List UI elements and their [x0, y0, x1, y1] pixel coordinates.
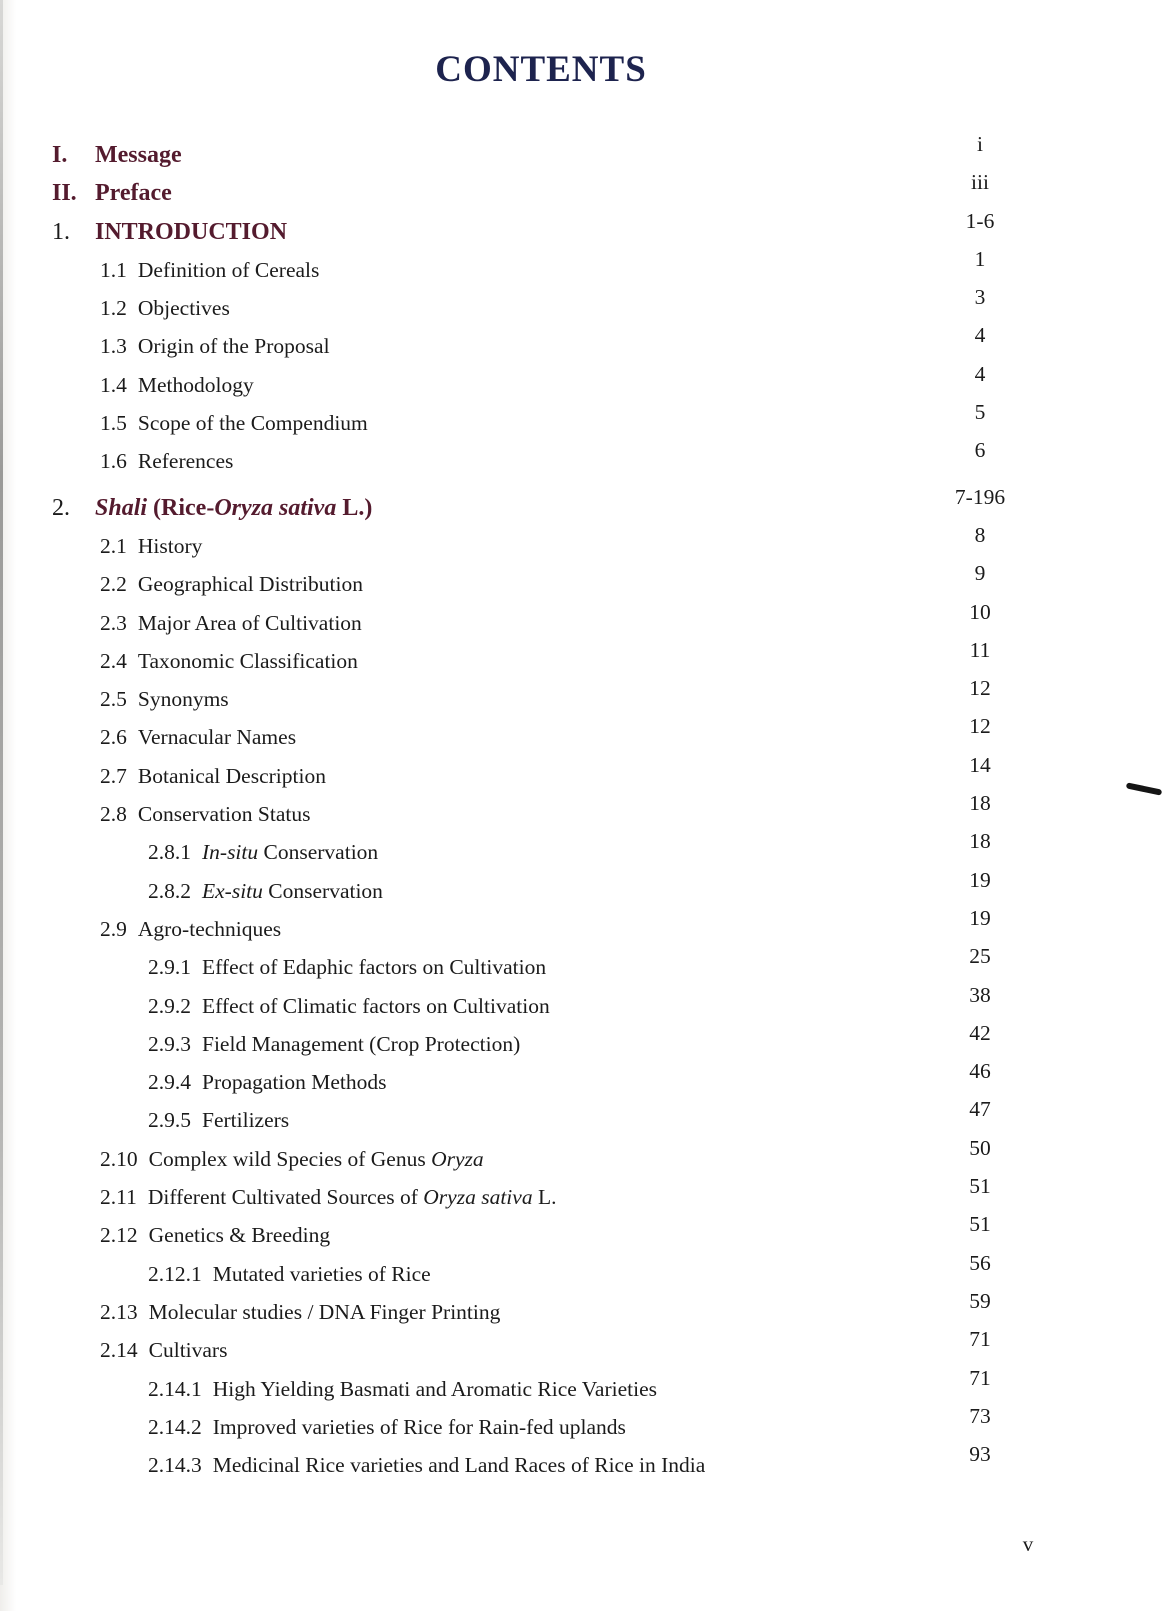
toc-entry: [0, 1446, 705, 1484]
toc-entry-label: Methodology: [137, 372, 254, 397]
toc-entry-label: Genetics & Breeding: [148, 1223, 331, 1248]
toc-entry: [0, 642, 358, 680]
toc-entry-number: 2.11: [100, 1185, 137, 1210]
toc-entry-number: II.: [52, 180, 77, 207]
toc-entry-label: Mutated varieties of Rice: [212, 1261, 431, 1286]
toc-entry: [0, 795, 310, 833]
footer-page-number: v: [1022, 1532, 1034, 1556]
toc-entry-label: History: [137, 533, 203, 558]
toc-entry-pagenum: 10: [969, 599, 991, 624]
toc-entry-number: 2.3: [100, 610, 127, 635]
toc-entry-label: Fertilizers: [202, 1108, 290, 1133]
toc-entry: [0, 213, 287, 251]
toc-entry: [0, 604, 362, 642]
toc-entry-number: 2.9.1: [148, 955, 191, 980]
toc-entry-pagenum: 14: [969, 752, 991, 777]
toc-entry-pagenum: 4: [974, 361, 986, 386]
toc-entry-number: 2.9.3: [148, 1031, 191, 1056]
toc-entry-number: 2.14.2: [148, 1414, 202, 1439]
toc-entry-label: Definition of Cereals: [137, 257, 320, 282]
toc-entry-number: 2.6: [100, 725, 127, 750]
toc-entry-number: 1.: [52, 218, 70, 245]
toc-entry-label: Taxonomic Classification: [137, 648, 358, 673]
toc-entry: [0, 289, 230, 327]
toc-entry: [0, 948, 546, 986]
toc-entry-number: 2.4: [100, 648, 127, 673]
toc-entry-label: Medicinal Rice varieties and Land Races of Rice in India: [212, 1453, 706, 1478]
toc-entry: [0, 1140, 484, 1178]
toc-entry-number: 2.1: [100, 533, 127, 558]
toc-entry-pagenum: 56: [969, 1250, 991, 1275]
toc-entry-label: High Yielding Basmati and Aromatic Rice Varieties: [212, 1376, 657, 1401]
toc-entry-pagenum: 46: [969, 1059, 991, 1084]
toc-entry-pagenum: 51: [969, 1174, 991, 1199]
toc-entry-pagenum: iii: [971, 170, 989, 195]
toc-entry-pagenum: 25: [969, 944, 991, 969]
toc-entry-number: 2.9.4: [148, 1070, 191, 1095]
toc-entry-number: I.: [52, 142, 68, 168]
toc-entry-label: Cultivars: [148, 1338, 228, 1363]
toc-entry-label: Propagation Methods: [202, 1070, 387, 1095]
toc-entry-number: 2.5: [100, 687, 127, 712]
toc-entry-pagenum: 3: [974, 285, 986, 310]
toc-entry-pagenum: 8: [974, 522, 986, 547]
toc-entry-number: 2.13: [100, 1299, 138, 1324]
page-title: CONTENTS: [435, 49, 647, 90]
toc-entry: [0, 1216, 330, 1254]
toc-entry-pagenum: 50: [969, 1135, 991, 1160]
toc-entry: [0, 1063, 387, 1101]
toc-entry-number: 2.8.2: [148, 878, 191, 903]
toc-entry: [0, 1178, 556, 1216]
toc-entry-number: 2.8: [100, 802, 127, 827]
toc-entry-pagenum: i: [977, 132, 983, 156]
toc-entry-label: Message: [95, 142, 182, 168]
toc-entry-number: 2.7: [100, 763, 127, 788]
toc-entry-pagenum: 73: [969, 1403, 991, 1428]
toc-entry-pagenum: 38: [969, 982, 991, 1007]
toc-entry-pagenum: 4: [974, 323, 986, 348]
toc-entry-number: 2.9: [100, 916, 127, 941]
toc-entry: [0, 1101, 289, 1139]
toc-entry: [0, 910, 281, 948]
toc-entry: [0, 527, 202, 565]
toc-entry-label: Field Management (Crop Protection): [202, 1031, 521, 1056]
toc-entry: [0, 1370, 657, 1408]
toc-entry-label: Effect of Climatic factors on Cultivation: [202, 993, 550, 1018]
toc-entry: [0, 136, 182, 174]
toc-entry-number: 1.4: [100, 372, 127, 397]
toc-entry-pagenum: 19: [969, 905, 991, 930]
toc-entry-pagenum: 12: [969, 714, 991, 739]
toc-entry-pagenum: 6: [974, 438, 986, 463]
toc-entry: [0, 174, 172, 212]
toc-entry-label: In-situ Conservation: [202, 840, 379, 865]
toc-entry-label: Geographical Distribution: [137, 572, 363, 597]
toc-row: [0, 438, 1167, 480]
toc-entry-number: 2.9.2: [148, 993, 191, 1018]
toc-entry-number: 2.12: [100, 1223, 138, 1248]
toc-entry: [0, 327, 330, 365]
toc-entry-label: Improved varieties of Rice for Rain-fed uplands: [212, 1414, 626, 1439]
toc-entry-label: References: [137, 449, 234, 474]
toc-entry-number: 2.12.1: [148, 1261, 202, 1286]
toc-entry-label: Scope of the Compendium: [137, 411, 368, 436]
toc-entry-number: 2.10: [100, 1146, 138, 1171]
toc-entry-number: 1.1: [100, 257, 127, 282]
toc-entry-pagenum: 12: [969, 676, 991, 701]
toc-entry: [0, 680, 229, 718]
toc-entry-number: 1.5: [100, 411, 127, 436]
toc-entry-label: Origin of the Proposal: [137, 334, 330, 359]
toc-entry-number: 2.: [52, 494, 70, 521]
toc-entry-pagenum: 42: [969, 1020, 991, 1045]
toc-entry-label: Botanical Description: [137, 763, 326, 788]
toc-entry-label: INTRODUCTION: [95, 218, 288, 245]
toc-entry-number: 2.2: [100, 572, 127, 597]
toc-entry-label: Objectives: [137, 296, 230, 321]
toc-entry: [0, 757, 326, 795]
toc-row: [0, 1442, 1167, 1484]
toc-entry-pagenum: 93: [969, 1442, 991, 1467]
toc-entry-label: Conservation Status: [137, 802, 311, 827]
toc-entry-pagenum: 7-196: [954, 484, 1006, 509]
toc-entry: [0, 1293, 500, 1331]
toc-entry-pagenum: 18: [969, 791, 991, 816]
toc-entry-number: 2.14.1: [148, 1376, 202, 1401]
toc-entry: [0, 718, 296, 756]
toc-entry: [0, 251, 319, 289]
toc-entry-pagenum: 9: [974, 561, 986, 586]
toc-entry-number: 1.3: [100, 334, 127, 359]
toc-entry: [0, 1331, 227, 1369]
toc-entry: [0, 872, 383, 910]
toc-entry-label: Ex-situ Conservation: [202, 878, 383, 903]
toc-entry-number: 2.14: [100, 1338, 138, 1363]
toc-entry: [0, 1025, 520, 1063]
toc-entry-pagenum: 18: [969, 829, 991, 854]
toc-entry-label: Molecular studies / DNA Finger Printing: [148, 1299, 501, 1324]
toc-entry-label: Different Cultivated Sources of Oryza sativa L.: [147, 1185, 557, 1210]
toc-entry: [0, 404, 368, 442]
toc-entry-label: Effect of Edaphic factors on Cultivation: [202, 955, 547, 980]
toc-entry-number: 2.9.5: [148, 1108, 191, 1133]
toc-entry-label: Synonyms: [137, 687, 229, 712]
toc-entry-pagenum: 11: [969, 637, 991, 662]
toc-entry-label: Agro-techniques: [137, 916, 282, 941]
toc-entry-pagenum: 1: [974, 246, 986, 271]
toc-entry-pagenum: 71: [969, 1365, 991, 1390]
toc-list: [0, 132, 1167, 1484]
toc-entry-label: Preface: [95, 180, 172, 207]
toc-entry: [0, 833, 378, 871]
toc-entry: [0, 442, 233, 480]
toc-entry: [0, 489, 372, 527]
toc-entry: [0, 1408, 626, 1446]
toc-entry-number: 2.14.3: [148, 1453, 202, 1478]
toc-entry-number: 1.6: [100, 449, 127, 474]
toc-entry-pagenum: 1-6: [965, 208, 995, 233]
toc-entry-pagenum: 59: [969, 1288, 991, 1313]
toc-entry-label: Major Area of Cultivation: [137, 610, 362, 635]
toc-entry: [0, 366, 254, 404]
toc-entry-pagenum: 19: [969, 867, 991, 892]
toc-entry-number: 2.8.1: [148, 840, 191, 865]
toc-entry-pagenum: 47: [969, 1097, 991, 1122]
toc-entry-label: Vernacular Names: [137, 725, 297, 750]
toc-entry-label: Shali (Rice-Oryza sativa L.): [95, 494, 373, 521]
toc-entry-label: Complex wild Species of Genus Oryza: [148, 1146, 484, 1171]
toc-entry-pagenum: 51: [969, 1212, 991, 1237]
toc-entry: [0, 565, 363, 603]
toc-entry-number: 1.2: [100, 296, 127, 321]
toc-entry-pagenum: 5: [974, 400, 986, 425]
toc-entry-pagenum: 71: [969, 1327, 991, 1352]
toc-entry: [0, 987, 550, 1025]
toc-entry: [0, 1255, 431, 1293]
